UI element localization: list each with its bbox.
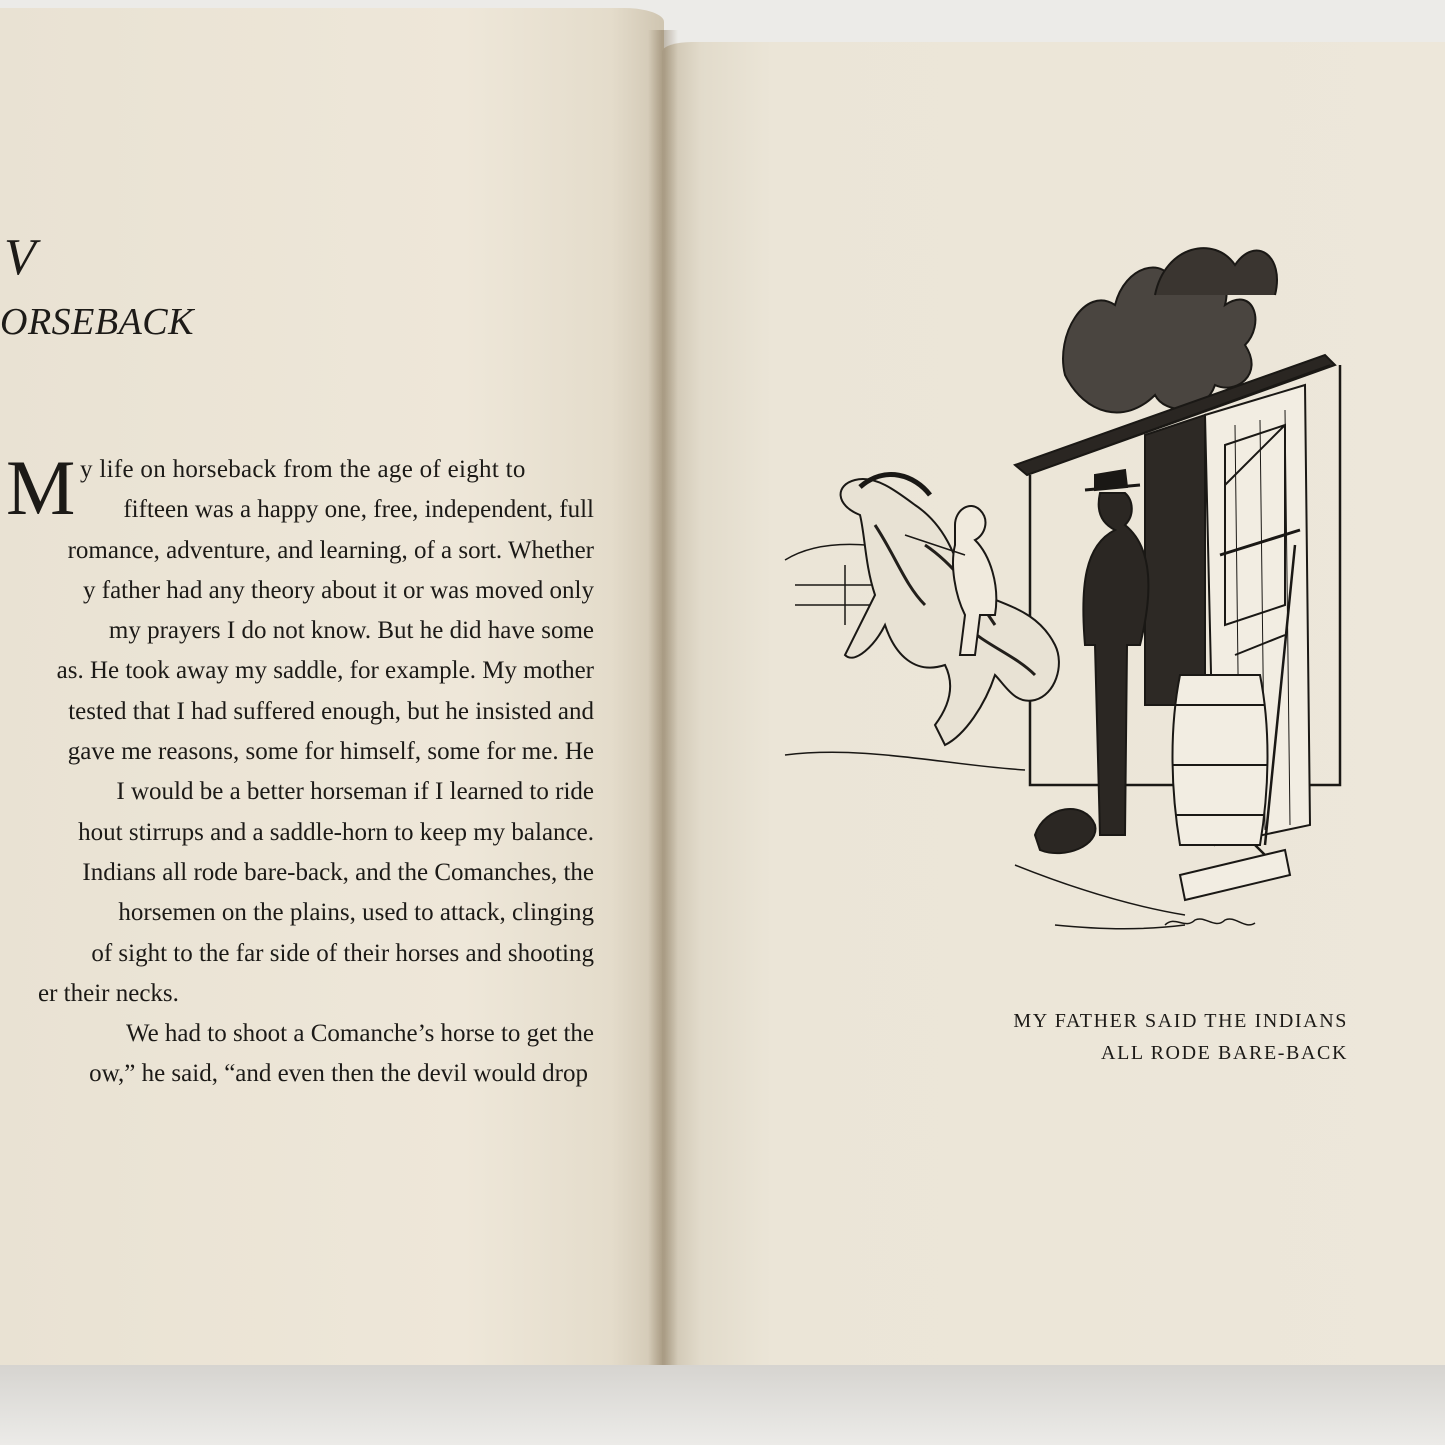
- barrel: [1173, 675, 1268, 845]
- body-line: y life on horseback from the age of eight to: [80, 456, 526, 483]
- body-line: We had to shoot a Comanche’s horse to get the: [125, 1020, 594, 1048]
- chapter-title: ORSEBACK: [0, 301, 194, 343]
- body-line: of sight to the far side of their horses and shooting: [91, 939, 594, 967]
- body-line: gave me reasons, some for himself, some for me. He: [67, 738, 594, 766]
- body-line: hout stirrups and a saddle-horn to keep my balance.: [78, 818, 594, 846]
- body-line: Indians all rode bare-back, and the Comanches, the: [82, 858, 594, 886]
- artist-signature: [1165, 919, 1255, 925]
- saddle-on-ground: [1035, 809, 1095, 853]
- body-line: er their necks.: [38, 979, 179, 1007]
- illustration-caption: [900, 1005, 1348, 1069]
- caption-line: ALL RODE BARE-BACK: [1101, 1042, 1348, 1064]
- tree-foliage: [1155, 248, 1277, 295]
- body-line: my prayers I do not know. But he did have some: [108, 617, 594, 645]
- table-surface: [0, 1365, 1445, 1445]
- body-line: romance, adventure, and learning, of a sort. Whether: [67, 536, 594, 564]
- horse-and-barn-illustration: [765, 225, 1355, 945]
- body-line: y father had any theory about it or was moved only: [83, 576, 594, 604]
- body-line: as. He took away my saddle, for example. My mother: [56, 657, 594, 685]
- body-line: ow,” he said, “and even then the devil would drop: [89, 1060, 588, 1088]
- chapter-number: V: [4, 229, 36, 286]
- barn-door-opening: [1145, 415, 1205, 705]
- feed-box: [1180, 850, 1290, 900]
- rearing-horse: [841, 479, 1059, 745]
- chapter-body-text: [0, 444, 594, 1095]
- body-line: tested that I had suffered enough, but he insisted and: [68, 697, 594, 725]
- caption-line: MY FATHER SAID THE INDIANS: [1013, 1010, 1348, 1032]
- book-gutter: [648, 30, 678, 1375]
- body-line: I would be a better horseman if I learned to ride: [116, 778, 594, 806]
- body-line: fifteen was a happy one, free, independent, full: [123, 496, 594, 524]
- drop-cap: M: [6, 444, 76, 531]
- body-line: horsemen on the plains, used to attack, clinging: [118, 899, 594, 927]
